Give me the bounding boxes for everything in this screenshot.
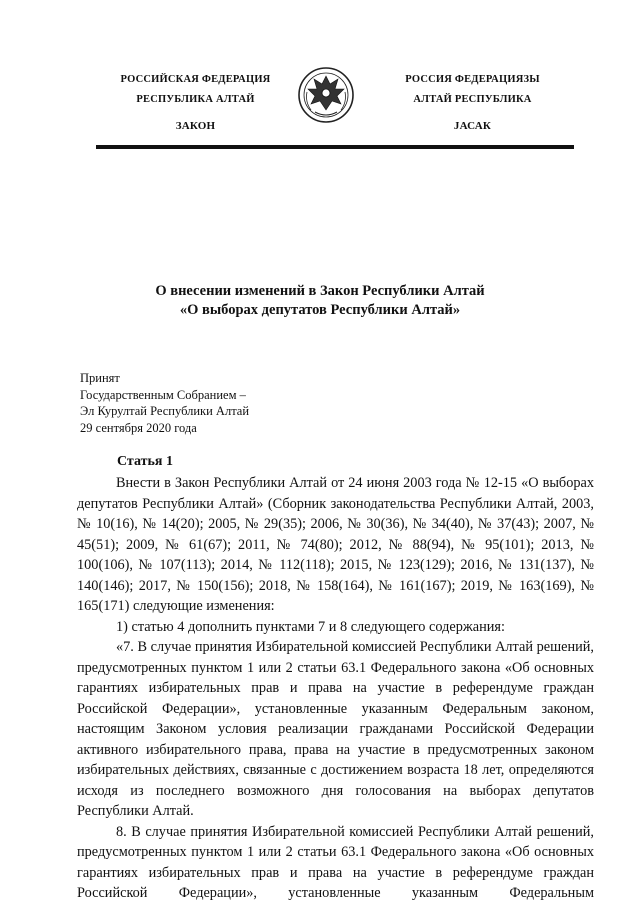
article-heading: Статья 1 — [117, 454, 173, 469]
article-paragraph: 8. В случае принятия Избирательной комиссией Республики Алтай решений, предусмотренных пунктом 1 или 2 статьи 63.1 Федерального закона «Об основных гарантиях избирательных прав и права на участие в референдуме граждан Российской Федерации», установленные указанным Федеральным — [77, 823, 594, 901]
law-title — [80, 282, 560, 320]
header-left-line1: РОССИЙСКАЯ ФЕДЕРАЦИЯ — [120, 74, 271, 85]
adoption-line3: Эл Курултай Республики Алтай — [80, 404, 250, 418]
header-left-doc-type: ЗАКОН — [175, 120, 216, 132]
adoption-line1: Принят — [80, 371, 120, 385]
header-divider — [96, 145, 574, 149]
article-paragraph: Внести в Закон Республики Алтай от 24 июня 2003 года № 12-15 «О выборах депутатов Республики Алтай» (Сборник законодательства Республики Алтай, 2003, № 10(16), № 14(20); 2005, № 29(35); 2006, № 30(36), № 34(40), № 37(43); 2007, № 45(51); 2009, № 61(67); 2011, № 74(80); 2012, № 88(94), № 95(101); 2013, № 100(106), № 107(113); 2014, № 112(118); 2015, № 123(129); 2016, № 131(137), № 140(146); 2017, № 150(156); 2018, № 158(164), № 161(167); 2019, № 163(169), № 165(171) следующие изменения: — [77, 475, 594, 614]
header-right-line1: РОССИЯ ФЕДЕРАЦИЯЗЫ — [405, 74, 540, 85]
header-right-line2: АЛТАЙ РЕСПУБЛИКА — [413, 94, 532, 105]
header-right-doc-type: JАСАК — [453, 120, 492, 132]
coat-of-arms-icon — [297, 62, 355, 128]
article-paragraph: 1) статью 4 дополнить пунктами 7 и 8 следующего содержания: — [116, 618, 505, 635]
article-body — [77, 473, 594, 904]
adoption-info — [80, 370, 249, 436]
law-title-line1: О внесении изменений в Закон Республики Алтай — [155, 283, 485, 299]
adoption-date: 29 сентября 2020 года — [80, 420, 197, 435]
adoption-line2: Государственным Собранием – — [80, 387, 246, 402]
article-paragraph: «7. В случае принятия Избирательной комиссией Республики Алтай решений, предусмотренных пунктом 1 или 2 статьи 63.1 Федерального закона «Об основных гарантиях избирательных прав и права на участие в референдуме граждан Российской Федерации», установленные указанным Федеральным законом, настоящим Законом условия реализации гражданами Российской Федерации активного избирательного права, права на участие в предусмотренных законом избирательных действиях, связанные с достижением возраста 18 лет, определяются исходя из последнего возможного дня голосования на выборах депутатов Республики Алтай. — [77, 639, 594, 819]
law-title-line2: «О выборах депутатов Республики Алтай» — [179, 302, 461, 318]
header-left-line2: РЕСПУБЛИКА АЛТАЙ — [136, 94, 255, 105]
